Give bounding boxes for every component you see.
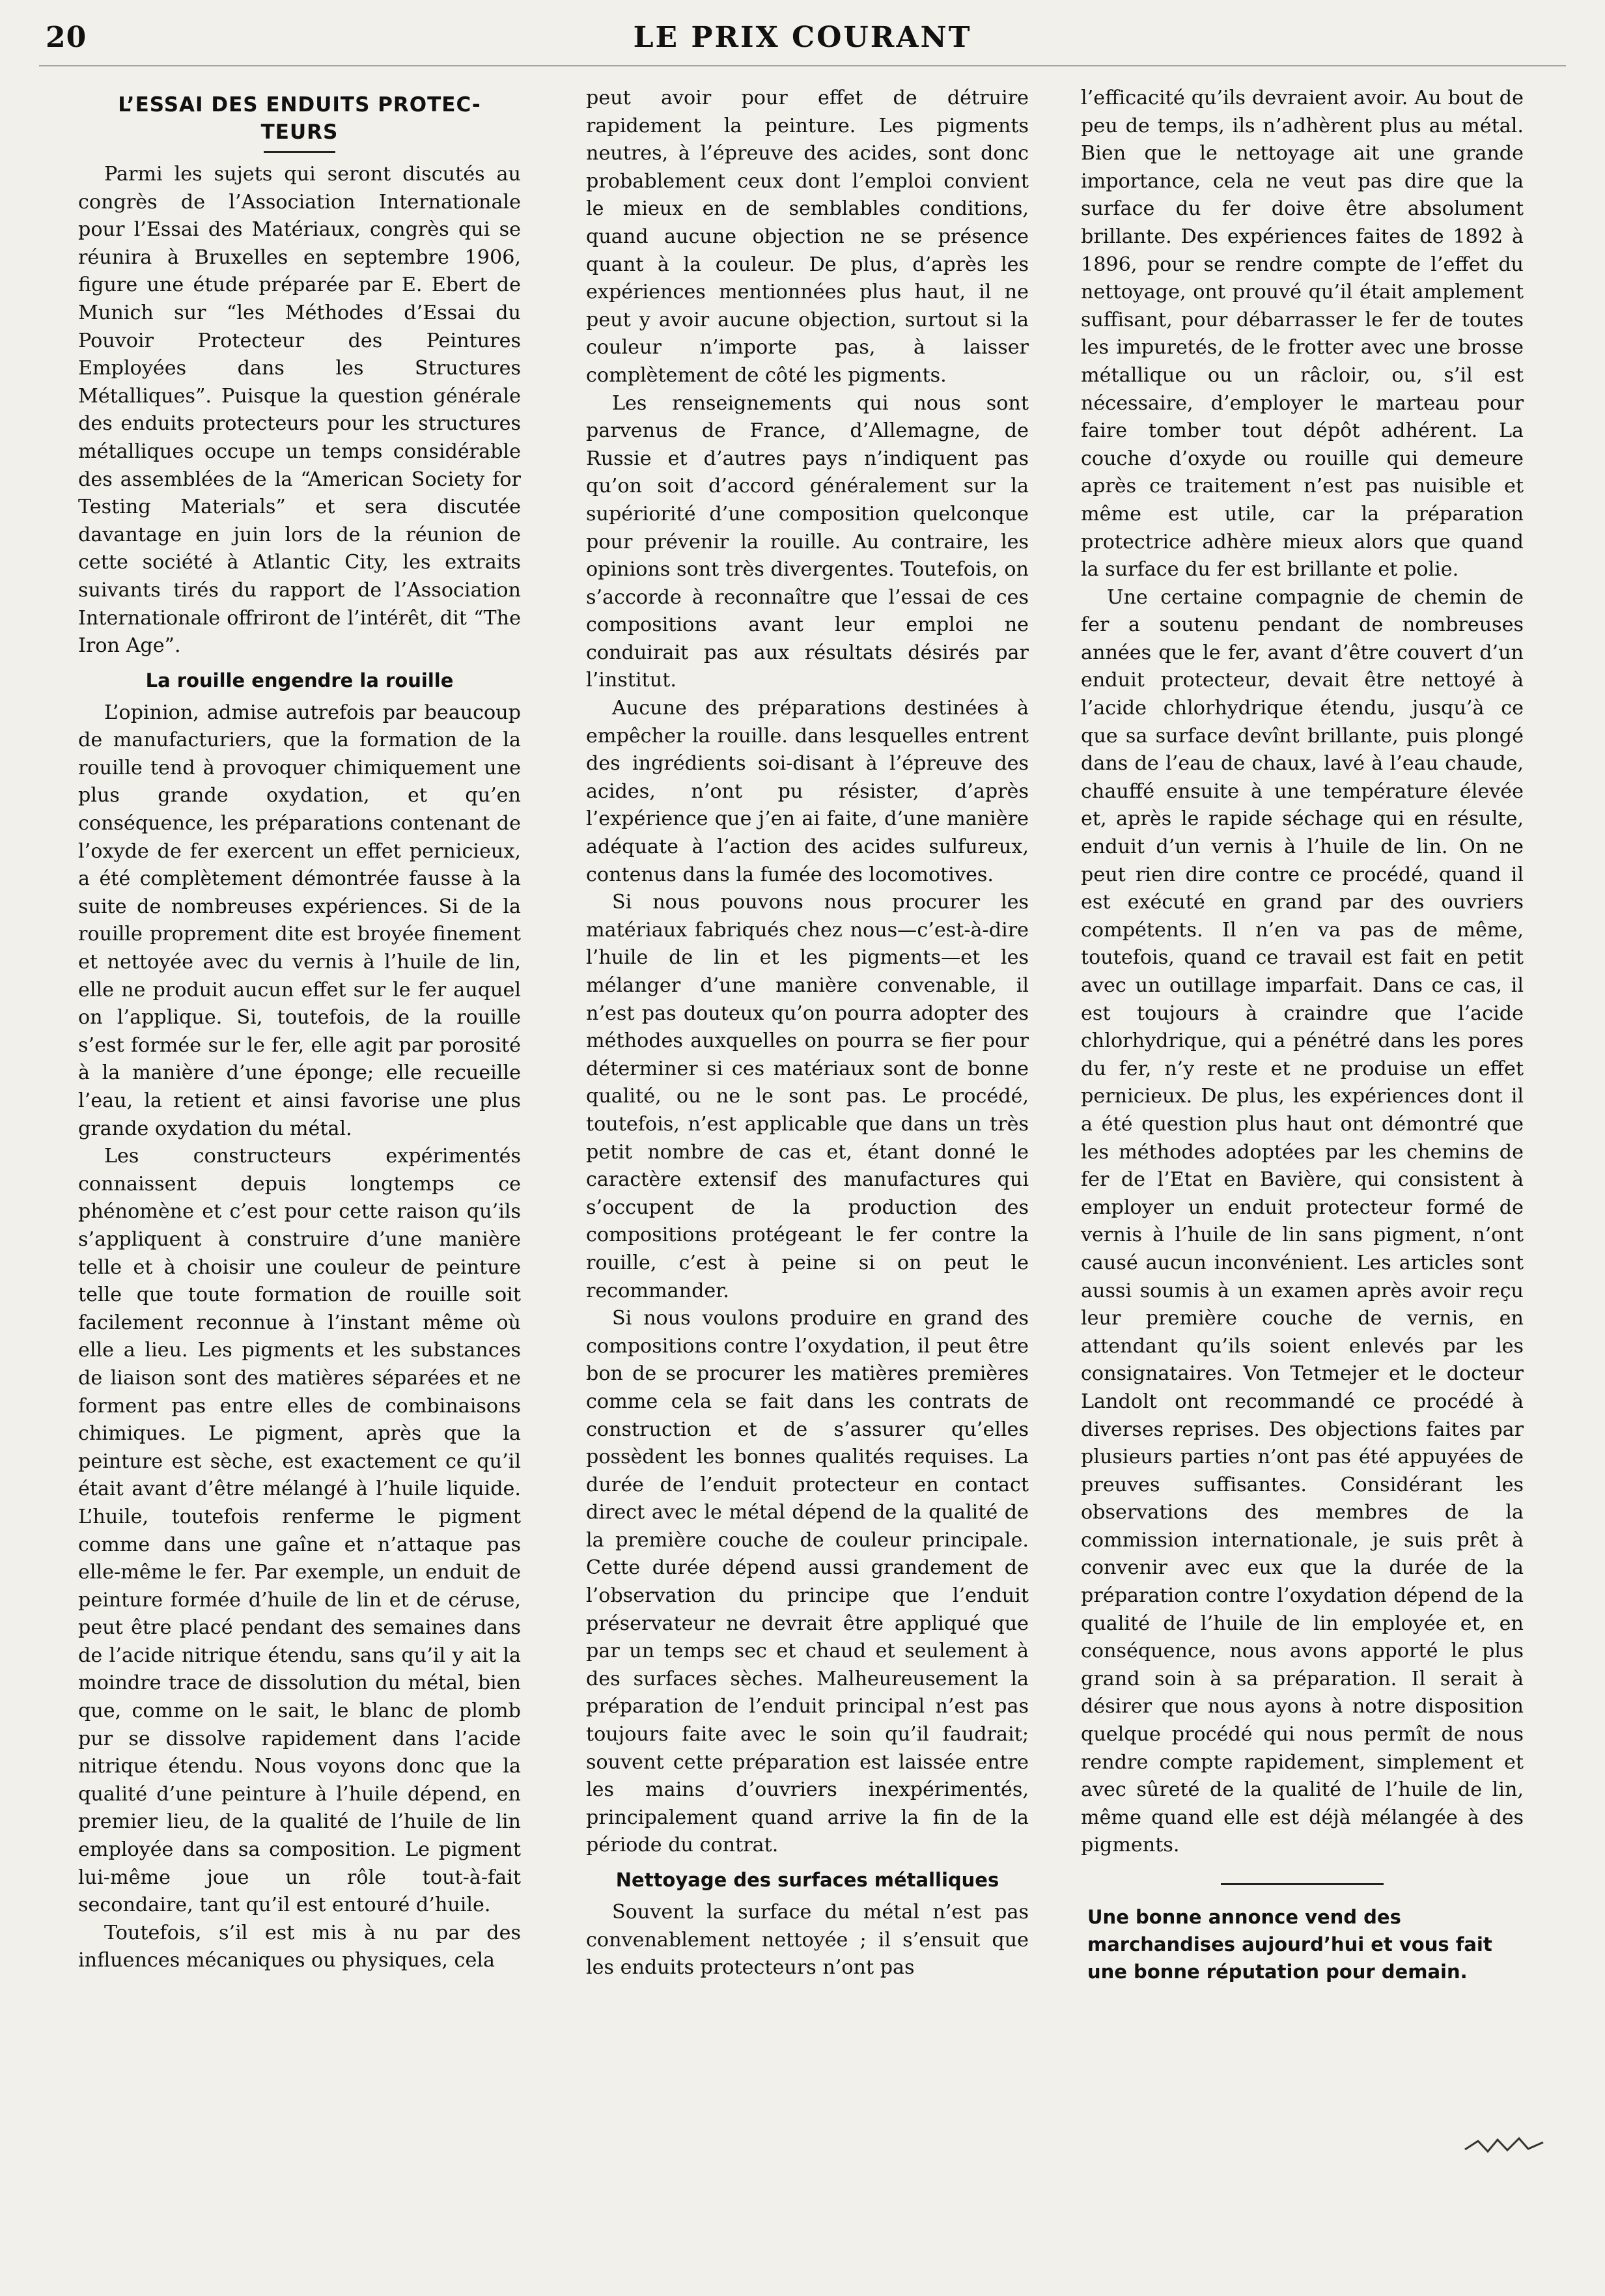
- paragraph: Souvent la surface du métal n’est pas convenablement nettoyée ; il s’ensuit que les enduits protecteurs n’ont pas: [586, 1901, 1029, 1980]
- paragraph: Les constructeurs expérimentés connaissent depuis longtemps ce phénomène et c’est pour cette raison qu’ils s’appliquent à construire d’une manière telle et à choisir une couleur de peinture telle que toute formation de rouille soit facilement reconnue à l’instant même où elle a lieu. Les pigments et les substances de liaison sont des matières séparées et ne forment pas entre elles de combinaisons chimiques. Le pigment, après que la peinture est sèche, est exactement ce qu’il était avant d’être mélangé à l’huile liquide. L’huile, toutefois renferme le pigment comme dans une gaîne et n’attaque pas elle-même le fer. Par exemple, un enduit de peinture formée d’huile de lin et de céruse, peut être placé pendant des semaines dans de l’acide nitrique étendu, sans qu’il y ait la moindre trace de dissolution du métal, bien que, comme on le sait, le blanc de plomb pur se dissolve rapidement dans l’acide nitrique étendu. Nous voyons donc que la qualité d’une peinture à l’huile dépend, en premier lieu, de la qualité de l’huile de lin employée dans sa composition. Le pigment lui-même joue un rôle tout-à-fait secondaire, tant qu’il est entouré d’huile.: [78, 1145, 521, 1917]
- advert-notice: Une bonne annonce vend des marchandises aujourd’hui et vous fait une bonne réputation pour demain.: [1087, 1906, 1492, 1983]
- section-heading-cleaning: Nettoyage des surfaces métalliques: [615, 1869, 999, 1891]
- column-3: [1081, 85, 1524, 1985]
- paragraph: peut avoir pour effet de détruire rapidement la peinture. Les pigments neutres, à l’épreuve des acides, sont donc probablement ceux dont l’emploi convient le mieux en de semblables conditions, quand aucune objection ne se présence quant à la couleur. De plus, d’après les expériences mentionnées plus haut, il ne peut y avoir aucune objection, surtout si la couleur n’importe pas, à laisser complètement de côté les pigments.: [586, 87, 1029, 387]
- separator-rule: [1221, 1883, 1384, 1885]
- section-heading-rust: La rouille engendre la rouille: [145, 669, 454, 692]
- ornament-icon: [1462, 2133, 1546, 2159]
- paragraph: Parmi les sujets qui seront discutés au congrès de l’Association Internationale pour l’Essai des Matériaux, congrès qui se réunira à Bruxelles en septembre 1906, figure une étude préparée par E. Ebert de Munich sur “les Méthodes d’Essai du Pouvoir Protecteur des Peintures Employées dans les Structures Métalliques”. Puisque la question générale des enduits protecteurs pour les structures métalliques occupe un temps considérable des assemblées de la “American Society for Testing Materials” et sera discutée davantage en juin lors de la réunion de cette société à Atlantic City, les extraits suivants tirés du rapport de l’Association Internationale offriront de l’intérêt, dit “The Iron Age”.: [78, 163, 521, 658]
- header-rule: [39, 65, 1566, 66]
- paragraph: l’efficacité qu’ils devraient avoir. Au bout de peu de temps, ils n’adhèrent plus au métal. Bien que le nettoyage ait une grande importance, cela ne veut pas dire que la surface du fer doive être absolument brillante. Des expériences faites de 1892 à 1896, pour se rendre compte de l’effet du nettoyage, ont prouvé qu’il était amplement suffisant, pour débarrasser le fer de toutes les impuretés, de le frotter avec une brosse métallique ou un râcloir, ou, s’il est nécessaire, d’employer le marteau pour faire tomber tout dépôt adhérent. La couche d’oxyde ou rouille qui demeure après ce traitement n’est pas nuisible et même est utile, car la préparation protectrice adhère mieux alors que quand la surface du fer est brillante et polie.: [1081, 87, 1524, 581]
- article-title: L’ESSAI DES ENDUITS PROTEC- TEURS: [118, 93, 481, 144]
- title-rule: [264, 151, 335, 153]
- paragraph: Aucune des préparations destinées à empêcher la rouille. dans lesquelles entrent des ingrédients soi-disant à l’épreuve des acides, n’ont pu résister, d’après l’expérience que j’en ai faite, d’une manière adéquate à l’action des acides sulfureux, contenus dans la fumée des locomotives.: [586, 697, 1029, 886]
- column-1: [78, 91, 521, 1975]
- paragraph: Toutefois, s’il est mis à nu par des influences mécaniques ou physiques, cela: [78, 1921, 521, 1972]
- paragraph: Si nous voulons produire en grand des compositions contre l’oxydation, il peut être bon de se procurer les matières premières comme cela se fait dans les contrats de construction et de s’assurer qu’elles possèdent les bonnes qualités requises. La durée de l’enduit protecteur en contact direct avec le métal dépend de la qualité de la première couche de couleur principale. Cette durée dépend aussi grandement de l’observation du principe que l’enduit préservateur ne devrait être appliqué que par un temps sec et chaud et seulement à des surfaces sèches. Malheureusement la préparation de l’enduit principal n’est pas toujours faite avec le soin qu’il faudrait; souvent cette préparation est laissée entre les mains d’ouvriers inexpérimentés, principalement quand arrive la fin de la période du contrat.: [586, 1307, 1029, 1857]
- paragraph: Si nous pouvons nous procurer les matériaux fabriqués chez nous—c’est-à-dire l’huile de lin et les pigments—et les mélanger d’une manière convenable, il n’est pas douteux qu’on pourra adopter des méthodes auxquelles on pourra se fier pour déterminer si ces matériaux sont de bonne qualité, ou ne le sont pas. Le procédé, toutefois, n’est applicable que dans un très petit nombre de cas et, étant donné le caractère extensif des manufactures qui s’occupent de la production des compositions protégeant le fer contre la rouille, c’est à peine si on peut le recommander.: [586, 891, 1029, 1302]
- paragraph: Les renseignements qui nous sont parvenus de France, d’Allemagne, de Russie et d’autres pays n’indiquent pas qu’on soit d’accord généralement sur la supériorité d’une composition quelconque pour prévenir la rouille. Au contraire, les opinions sont très divergentes. Toutefois, on s’accorde à reconnaître que l’essai de ces compositions avant leur emploi ne conduirait pas aux résultats désirés par l’institut.: [586, 391, 1029, 692]
- paragraph: Une certaine compagnie de chemin de fer a soutenu pendant de nombreuses années que le fer, avant d’être couvert d’un enduit protecteur, devait être nettoyé à l’acide chlorhydrique étendu, jusqu’à ce que sa surface devînt brillante, puis plongé dans de l’eau de chaux, lavé à l’eau chaude, chauffé ensuite à une température élevée et, après le rapide séchage qui en résulte, enduit d’un vernis à l’huile de lin. On ne peut rien dire contre ce procédé, quand il est exécuté en grand par des ouvriers compétents. Il n’en va pas de même, toutefois, quand ce travail est fait en petit avec un outillage imparfait. Dans ce cas, il est toujours à craindre que l’acide chlorhydrique, qui a pénétré dans les pores du fer, n’y reste et ne produise un effet pernicieux. De plus, les expériences dont il a été question plus haut ont démontré que les méthodes adoptées par les chemins de fer de l’Etat en Bavière, qui consistent à employer un enduit protecteur formé de vernis à l’huile de lin sans pigment, n’ont causé aucun inconvénient. Les articles sont aussi soumis à un examen après avoir reçu leur première couche de vernis, en attendant qu’ils soient enlevés par les consignataires. Von Tetmejer et le docteur Landolt ont recommandé ce procédé à diverses reprises. Des objections faites par plusieurs parties n’ont pas été appuyées de preuves suffisantes. Considérant les observations des membres de la commission internationale, je suis prêt à convenir avec eux que la durée de la préparation contre l’oxydation dépend de la qualité de l’huile de lin employée et, en conséquence, nous avons apporté le plus grand soin à sa préparation. Il serait à désirer que nous ayons à notre disposition quelque procédé qui nous permît de nous rendre compte rapidement, simplement et avec sûreté de la qualité de l’huile de lin, même quand elle est déjà mélangée à des pigments.: [1081, 585, 1524, 1857]
- column-2: [586, 85, 1029, 1982]
- running-title: LE PRIX COURANT: [633, 21, 972, 54]
- page-number: 20: [46, 21, 87, 54]
- paragraph: L’opinion, admise autrefois par beaucoup de manufacturiers, que la formation de la rouille tend à provoquer chimiquement une plus grande oxydation, et qu’en conséquence, les préparations contenant de l’oxyde de fer exercent un effet pernicieux, a été complètement démontrée fausse à la suite de nombreuses expériences. Si de la rouille proprement dite est broyée finement et nettoyée avec du vernis à l’huile de lin, elle ne produit aucun effet sur le fer auquel on l’applique. Si, toutefois, de la rouille s’est formée sur le fer, elle agit par porosité à la manière d’une éponge; elle recueille l’eau, la retient et ainsi favorise une plus grande oxydation du métal.: [78, 701, 521, 1140]
